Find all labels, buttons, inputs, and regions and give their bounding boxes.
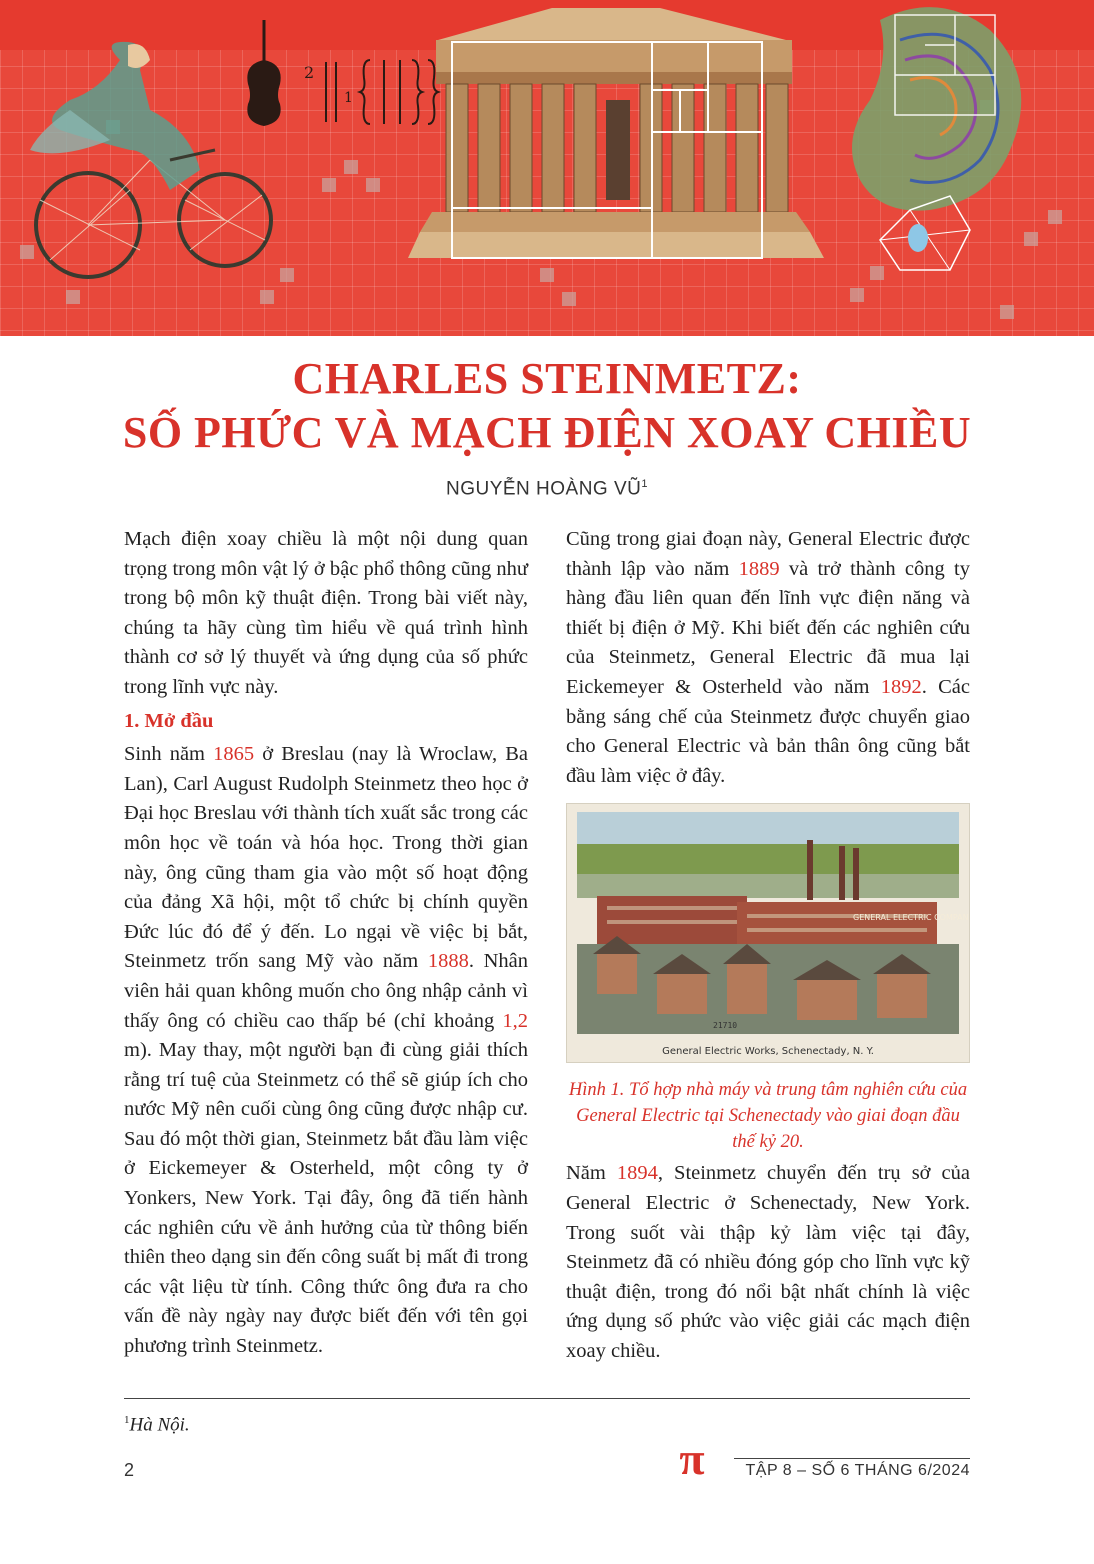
parthenon-illustration: [408, 8, 824, 258]
header-banner: [0, 0, 1094, 336]
section-heading: 1. Mở đầu: [124, 709, 214, 732]
year-1865: 1865: [213, 743, 255, 766]
postcard-caption: General Electric Works, Schenectady, N. Y.: [662, 1046, 874, 1058]
year-1894: 1894: [616, 1162, 658, 1185]
footnote-marker: 1: [124, 1414, 130, 1426]
postcard-number: 21710: [713, 1021, 738, 1031]
title-line-2: SỐ PHỨC VÀ MẠCH ĐIỆN XOAY CHIỀU: [122, 408, 972, 457]
title-line-1: CHARLES STEINMETZ:: [292, 354, 802, 403]
violin-illustration: [247, 20, 280, 126]
paragraph-general-electric: Cũng trong giai đoạn này, General Electric được thành lập vào năm 1889 và trở thành công ty hàng đầu liên quan đến lĩnh vực điện năng và thiết bị điện ở Mỹ. Khi biết đến các nghiên cứu của Steinmetz, General Electric đã mua lại Eickemeyer & Osterheld vào năm 1892. Các bằng sáng chế của Steinmetz được chuyển giao cho General Electric và bản thân ông cũng bắt đầu làm việc ở đây.: [566, 528, 970, 787]
pi-logo-icon: π: [679, 1433, 705, 1484]
year-1888: 1888: [427, 950, 469, 973]
nautilus-shell-illustration: [852, 7, 1021, 270]
author-footnote-marker[interactable]: 1: [641, 478, 649, 490]
article-title: [0, 352, 1094, 460]
paragraph-schenectady: Năm 1894, Steinmetz chuyển đến trụ sở của General Electric ở Schenectady, New York. Trong suốt vài thập kỷ làm việc tại đây, Steinmetz đã có nhiều đóng góp cho lĩnh vực kỹ thuật điện, trong đó nổi bật nhất chính là việc ứng dụng số phức vào việc giải các mạch điện xoay chiều.: [566, 1162, 970, 1362]
footnote: [124, 1414, 190, 1436]
cyclist-illustration: [30, 42, 271, 277]
figure-label: Hình 1.: [568, 1080, 625, 1101]
postcard-image: [567, 804, 969, 1062]
paragraph-biography: Sinh năm 1865 ở Breslau (nay là Wroclaw, Ba Lan), Carl August Rudolph Steinmetz theo học ở Đại học Breslau với thành tích xuất sắc trong các môn học về toán và hóa học. Trong thời gian này, ông cũng tham gia vào một số hoạt động của đảng Xã hội, một tổ chức bị chính quyền Đức lúc đó để ý đến. Lo ngại về việc bị bắt, Steinmetz trốn sang Mỹ vào năm 1888. Nhân viên hải quan không muốn cho ông nhập cảnh vì thấy ông có chiều cao thấp bé (chỉ khoảng 1,2 m). May thay, một người bạn đi cùng giải thích rằng trí tuệ của Steinmetz có thể sẽ giúp ích cho nước Mỹ nên cuối cùng ông cũng được nhập cư. Sau đó một thời gian, Steinmetz bắt đầu làm việc ở Eickemeyer & Osterheld, một công ty ở Yonkers, New York. Tại đây, ông đã tiến hành các nghiên cứu về ảnh hưởng của từ thông biến thiên theo dạng sin đến công suất bị mất đi trong các vật liệu từ tính. Công thức ông đưa ra cho vấn đề này ngày nay được biết đến với tên gọi phương trình Steinmetz.: [124, 743, 529, 1358]
year-1889: 1889: [738, 557, 780, 580]
svg-text:2: 2: [304, 63, 315, 82]
figure-caption: [566, 1077, 970, 1155]
footnote-divider: [124, 1398, 970, 1399]
figure-ge-works-photo: [566, 803, 970, 1063]
issue-label: TẬP 8 – SỐ 6 THÁNG 6/2024: [734, 1458, 970, 1480]
height-value: 1,2: [502, 1009, 528, 1032]
footnote-text: Hà Nội.: [129, 1414, 190, 1436]
figure-caption-text: Tổ hợp nhà máy và trung tâm nghiên cứu của General Electric tại Schenectady vào giai đoạn đầu thế kỷ 20.: [576, 1080, 968, 1153]
banner-illustration: [0, 0, 1094, 336]
page-number: 2: [124, 1460, 135, 1480]
right-column: [566, 525, 970, 1371]
factory-sign-text: GENERAL ELECTRIC COMPANY: [853, 913, 969, 923]
left-column: [124, 525, 528, 1366]
intro-paragraph: Mạch điện xoay chiều là một nội dung quan trọng trong môn vật lý ở bậc phổ thông cũng như trong bộ môn kỹ thuật điện. Trong bài viết này, chúng ta hãy cùng tìm hiểu về quá trình hình thành cơ sở lý thuyết và ứng dụng của số phức trong lĩnh vực này.: [124, 528, 528, 698]
author-line: [0, 478, 1094, 500]
svg-text:1: 1: [344, 90, 353, 106]
year-1892: 1892: [880, 675, 922, 698]
author-name: NGUYỄN HOÀNG VŨ: [445, 478, 642, 500]
notation-illustration: [304, 60, 438, 124]
